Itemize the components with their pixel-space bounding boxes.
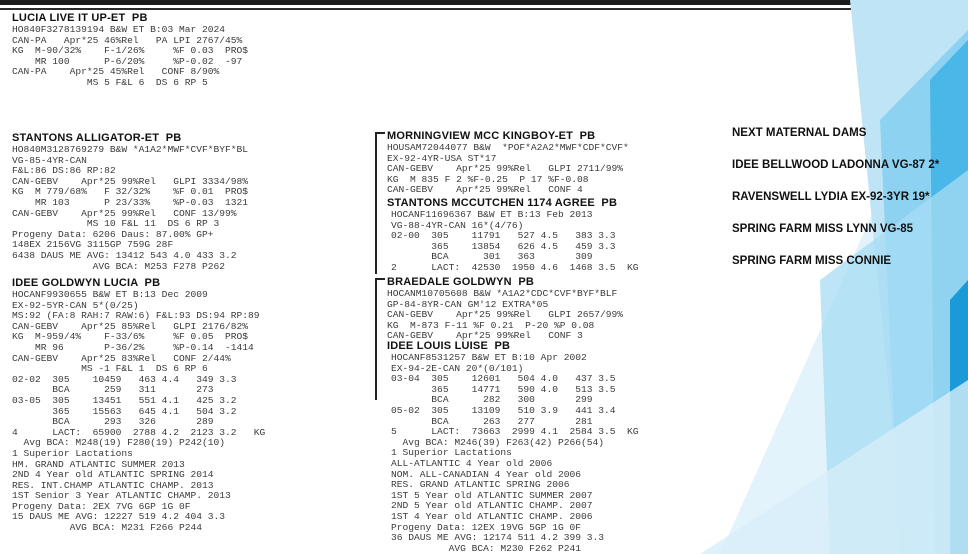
maternal-dam-4: SPRING FARM MISS CONNIE (732, 255, 892, 267)
animal-name: BRAEDALE GOLDWYN PB (387, 276, 534, 288)
animal-block-agree (387, 197, 639, 274)
animal-name: STANTONS ALLIGATOR-ET PB (12, 132, 182, 144)
animal-record: HOCANF8531257 B&W ET B:10 Apr 2002 EX-94-2E-CAN 20*(0/101) 03-04 305 12601 504 4.0 437 3.5 365 14771 590 4.0 513 3.5 BCA 282 300 299 05-02 305 13109 510 3.9 441 3.4 BCA 263 277 281 5 LACT: 73663 2999 4.1 2584 3.5 KG Avg BCA: M246(39) F263(42) P266(54) 1 Superior Lactations ALL-ATLANTIC 4 Year old 2006 NOM. ALL-CANADIAN 4 Year old 2006 RES. GRAND ATLANTIC SPRING 2006 1ST 5 Year old ATLANTIC SUMMER 2007 2ND 5 Year old ATLANTIC CHAMP. 2007 1ST 4 Year old ATLANTIC CHAMP. 2006 Progeny Data: 12EX 19VG 5GP 1G 0F 36 DAUS ME AVG: 12174 511 4.2 399 3.3 AVG BCA: M230 F262 P241 (391, 352, 639, 554)
maternal-dams-heading: NEXT MATERNAL DAMS (732, 127, 867, 139)
maternal-dam-3: SPRING FARM MISS LYNN VG-85 (732, 223, 914, 235)
animal-record: HOCANF9930655 B&W ET B:13 Dec 2009 EX-92-5YR-CAN 5*(0/25) MS:92 (FA:8 RAH:7 RAW:6) F&L:93 DS:94 RP:89 CAN-GEBV Apr*25 85%Rel GLPI 2176/82% KG M-959/4% F-33/6% %F 0.05 PRO$ MR 96 P-36/2% %P-0.14 -1414 CAN-GEBV Apr*25 83%Rel CONF 2/44% MS -1 F&L 1 DS 6 RP 6 02-02 305 10459 463 4.4 349 3.3 BCA 259 311 273 03-05 305 13451 551 4.1 425 3.2 365 15563 645 4.1 504 3.2 BCA 293 326 289 4 LACT: 65900 2788 4.2 2123 3.2 KG Avg BCA: M248(19) F280(19) P242(10) 1 Superior Lactations HM. GRAND ATLANTIC SUMMER 2013 2ND 4 Year old ATLANTIC SPRING 2014 RES. INT.CHAMP ATLANTIC CHAMP. 2013 1ST Senior 3 Year ATLANTIC CHAMP. 2013 Progeny Data: 2EX 7VG 6GP 1G 0F 15 DAUS ME AVG: 12227 519 4.2 404 3.3 AVG BCA: M231 F266 P244 (12, 289, 266, 534)
animal-record: HO840F3278139194 B&W ET B:03 Mar 2024 CAN-PA Apr*25 46%Rel PA LPI 2767/45% KG M-90/32% F-1/26% %F 0.03 PRO$ MR 100 P-6/20% %P-0.02 -97 CAN-PA Apr*25 45%Rel CONF 8/90% MS 5 F&L 6 DS 6 RP 5 (12, 24, 249, 88)
maternal-dam-2: RAVENSWELL LYDIA EX-92-3YR 19* (732, 191, 930, 203)
animal-name: LUCIA LIVE IT UP-ET PB (12, 12, 148, 24)
animal-record: HOUSAM72044077 B&W *POF*A2A2*MWF*CDF*CVF* EX-92-4YR-USA ST*17 CAN-GEBV Apr*25 99%Rel GLPI 2711/99% KG M 835 F 2 %F-0.25 P 17 %F-0.08 CAN-GEBV Apr*25 99%Rel CONF 4 (387, 142, 629, 196)
animal-block-braedale (387, 276, 623, 342)
animal-block-louise (387, 340, 639, 554)
animal-name: STANTONS MCCUTCHEN 1174 AGREE PB (387, 197, 618, 209)
animal-name: MORNINGVIEW MCC KINGBOY-ET PB (387, 130, 596, 142)
animal-name: IDEE LOUIS LUISE PB (387, 340, 511, 352)
pedigree-bracket-dam (375, 278, 385, 400)
animal-block-lucia (12, 12, 248, 89)
animal-block-alligator (12, 132, 248, 272)
animal-record: HOCANM10705608 B&W *A1A2*CDC*CVF*BYF*BLF GP-84-8YR-CAN GM'12 EXTRA*05 CAN-GEBV Apr*25 99%Rel GLPI 2657/99% KG M-873 F-11 %F 0.21 P-20 %P 0.08 CAN-GEBV Apr*25 99%Rel CONF 3 (387, 288, 624, 342)
animal-block-goldwyn-lucia (12, 277, 265, 534)
animal-block-kingboy (387, 130, 629, 196)
animal-record: HO840M3128769279 B&W *A1A2*MWF*CVF*BYF*BL VG-85-4YR-CAN F&L:86 DS:86 RP:82 CAN-GEBV Apr*25 99%Rel GLPI 3334/98% KG M 779/68% F 32/32% %F 0.01 PRO$ MR 103 P 23/33% %P-0.03 1321 CAN-GEBV Apr*25 99%Rel CONF 13/99% MS 10 F&L 11 DS 6 RP 3 Progeny Data: 6206 Daus: 87.00% GP+ 148EX 2156VG 3115GP 759G 28F 6438 DAUS ME AVG: 13412 543 4.0 433 3.2 AVG BCA: M253 F278 P262 (12, 144, 249, 272)
animal-name: IDEE GOLDWYN LUCIA PB (12, 277, 161, 289)
maternal-dam-1: IDEE BELLWOOD LADONNA VG-87 2* (732, 159, 940, 171)
animal-record: HOCANF11696367 B&W ET B:13 Feb 2013 VG-88-4YR-CAN 16*(4/76) 02-00 305 11791 527 4.5 383 3.3 365 13854 626 4.5 459 3.3 BCA 301 363 309 2 LACT: 42530 1950 4.6 1468 3.5 KG (391, 209, 639, 273)
pedigree-bracket-sire (375, 132, 385, 274)
